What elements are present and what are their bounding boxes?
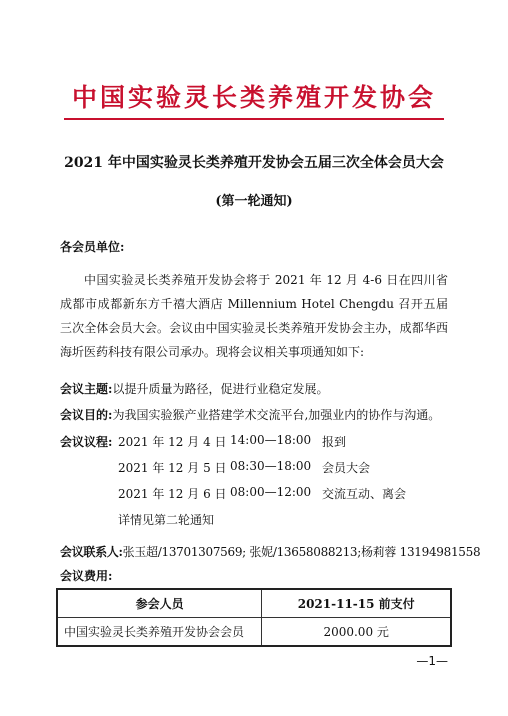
purpose-text: 为我国实验猴产业搭建学术交流平台,加强业内的协作与沟通。: [112, 408, 441, 422]
fees-table: [56, 588, 452, 647]
purpose-label: 会议目的:: [60, 408, 113, 422]
agenda-date: 2021 年 12 月 6 日: [118, 487, 227, 501]
theme-text: 以提升质量为路径，促进行业稳定发展。: [112, 382, 329, 396]
agenda-note: 详情见第二轮通知: [118, 513, 215, 527]
meeting-theme: [60, 380, 448, 397]
agenda-date: 2021 年 12 月 5 日: [118, 461, 227, 475]
agenda-event: 报到: [322, 435, 347, 449]
table-header-row: [57, 589, 451, 618]
table-cell: 2000.00 元: [262, 618, 451, 647]
meeting-purpose: [60, 406, 448, 423]
org-header: 中国实验灵长类养殖开发协会: [71, 83, 436, 112]
salutation: 各会员单位:: [60, 240, 125, 254]
table-header: 参会人员: [57, 589, 262, 618]
agenda-time: 14:00—18:00: [230, 433, 312, 447]
page-number: —1—: [416, 654, 448, 668]
agenda-label: 会议议程:: [60, 435, 113, 449]
agenda-event: 交流互动、离会: [322, 487, 407, 501]
fees-label: 会议费用:: [60, 569, 113, 583]
agenda-time: 08:30—18:00: [230, 459, 312, 473]
intro-paragraph: 中国实验灵长类养殖开发协会将于 2021 年 12 月 4-6 日在四川省成都市成都新东方千禧大酒店 Millennium Hotel Chengdu 召开五届三次全体会员大会。会议由中国实验灵长类养殖开发协会主办，成都华西海圻医药科技有限公司承办。现将会议相关事项通知如下:: [60, 273, 448, 359]
contact-label: 会议联系人:: [60, 545, 123, 559]
document-title: 2021 年中国实验灵长类养殖开发协会五届三次全体会员大会: [64, 155, 444, 171]
header-divider: [64, 118, 444, 120]
agenda-time: 08:00—12:00: [230, 485, 312, 499]
table-header: 2021-11-15 前支付: [262, 589, 451, 618]
document-subtitle: (第一轮通知): [215, 194, 293, 209]
contact-text: 张玉超/13701307569; 张妮/13658088213;杨莉蓉 13194981558: [122, 545, 481, 559]
theme-label: 会议主题:: [60, 382, 113, 396]
meeting-contact: [60, 543, 481, 560]
table-cell: 中国实验灵长类养殖开发协会会员: [57, 618, 262, 647]
table-row: [57, 618, 451, 647]
agenda-event: 会员大会: [322, 461, 371, 475]
agenda-date: 2021 年 12 月 4 日: [118, 435, 227, 449]
